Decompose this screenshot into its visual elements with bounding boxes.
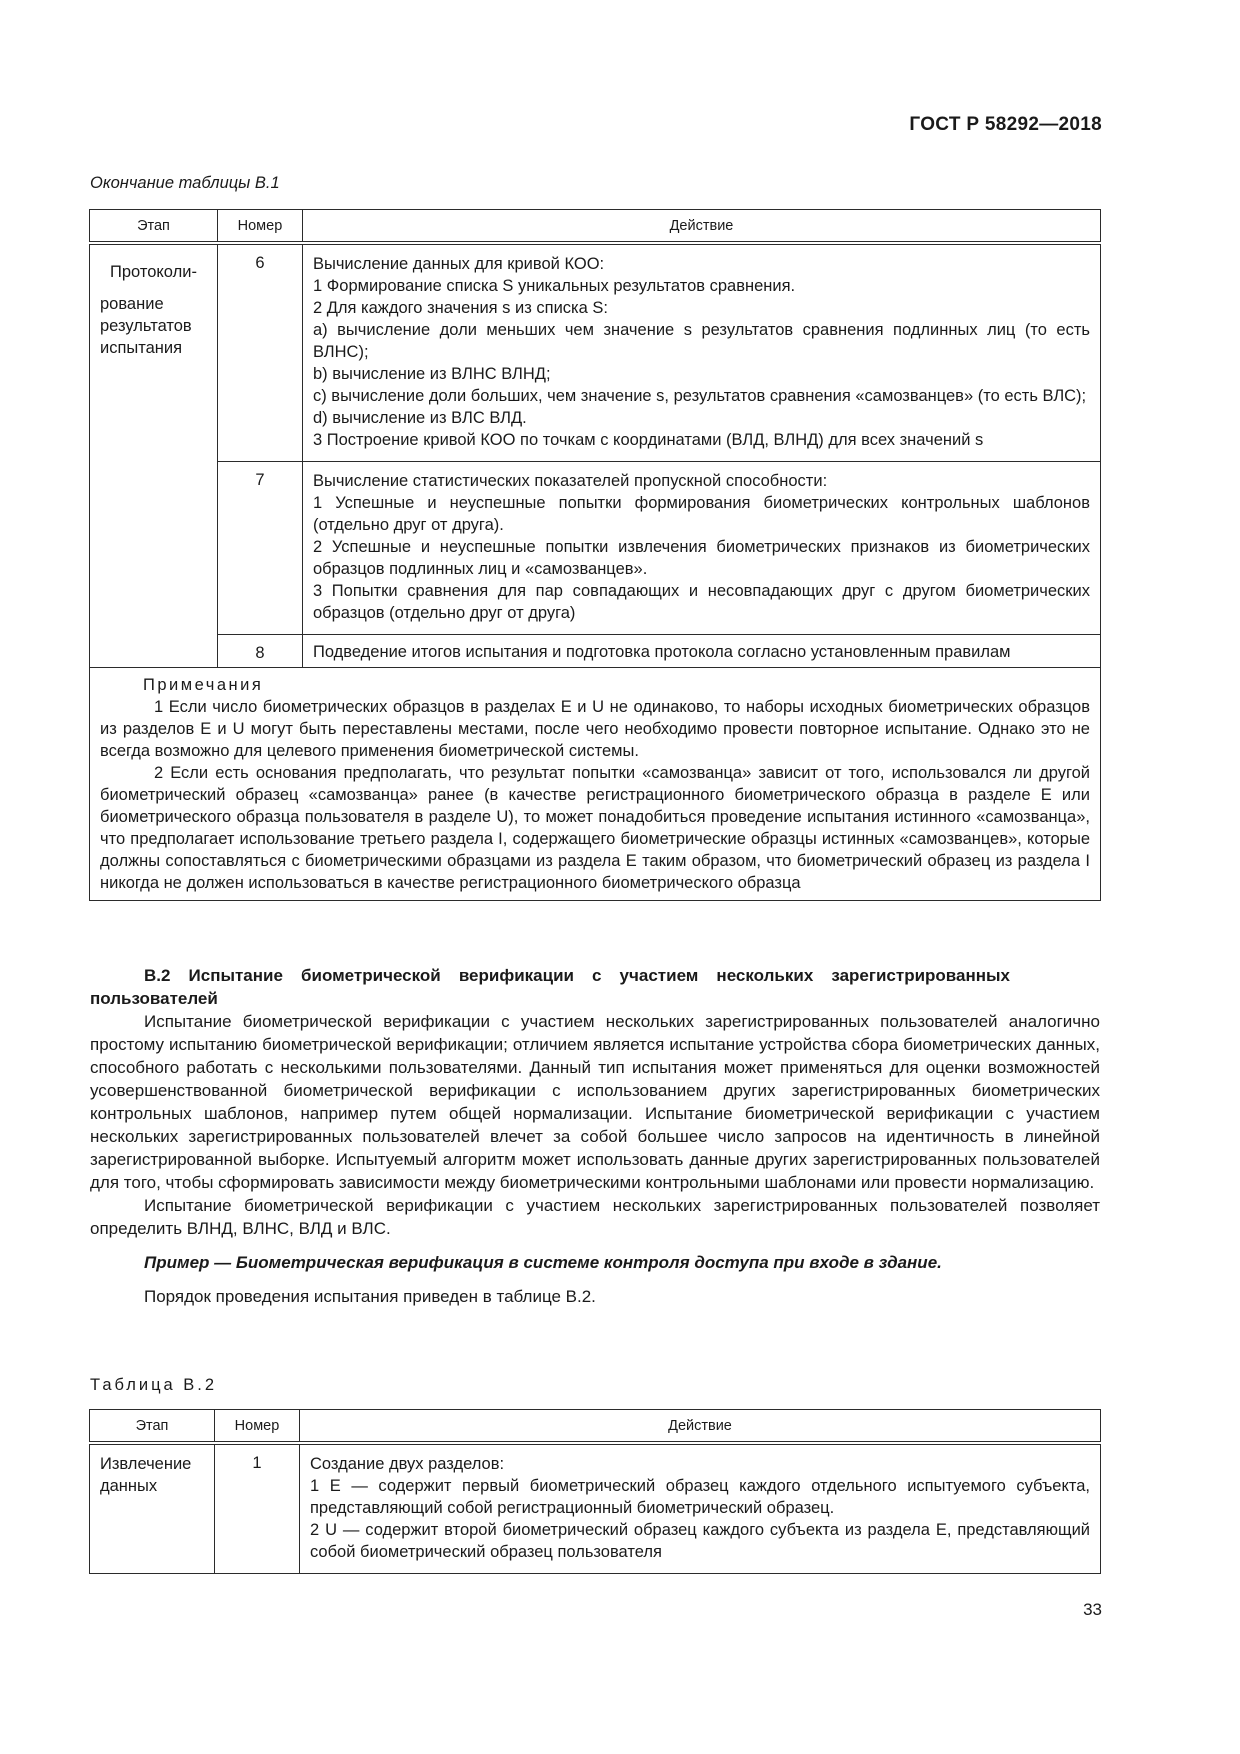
row-number: 1 bbox=[215, 1443, 300, 1574]
table-row bbox=[90, 635, 1101, 668]
document-id: ГОСТ Р 58292—2018 bbox=[909, 114, 1102, 135]
action-line: 2 Для каждого значения s из списка S: bbox=[312, 299, 608, 317]
table-b1 bbox=[89, 209, 1101, 901]
stage-line: рование bbox=[100, 295, 164, 313]
column-header-stage: Этап bbox=[90, 1410, 215, 1444]
note-item: 2 Если есть основания предполагать, что результат попытки «самозванца» зависит от того, использовался ли другой биометрический образец «самозванца» ранее (в качестве регистрационного биометрического образца в разделе Е или биометрического образца пользователя в разделе U), то может понадобиться проведение испытания истинного «самозванца», что предполагает использование третьего раздела I, содержащего биометрические образцы истинных «самозванцев», которые должны сопоставляться с биометрическими образцами из раздела Е таким образом, что биометрический образец из раздела I никогда не должен использоваться в качестве регистрационного биометрического образца bbox=[100, 764, 1090, 892]
table-b2 bbox=[89, 1409, 1101, 1574]
stage-cell bbox=[90, 243, 218, 668]
action-line: Вычисление статистических показателей пропускной способности: bbox=[312, 472, 828, 490]
page-number: 33 bbox=[1083, 1600, 1102, 1619]
row-number: 6 bbox=[217, 243, 302, 462]
action-line: c) вычисление доли больших, чем значение s, результатов сравнения «самозванцев» (то есть ВЛС); bbox=[312, 387, 1087, 405]
stage-line: испытания bbox=[100, 339, 183, 357]
action-line: d) вычисление из ВЛС ВЛД. bbox=[312, 409, 527, 427]
column-header-action: Действие bbox=[302, 210, 1100, 244]
section-paragraph: Испытание биометрической верификации с участием нескольких зарегистрированных пользователей аналогично простому испытанию биометрической верификации; отличием является испытание устройства сбора биометрических данных, способного работать с несколькими пользователями. Данный тип испытания может применяться для оценки возможностей усовершенствованной биометрической верификации с использованием других зарегистрированных биометрических контрольных шаблонов, например путем общей нормализации. Испытание биометрической верификации с участием нескольких зарегистрированных пользователей влечет за собой большее число запросов на идентичность в линейной зарегистрированной выборке. Испытуемый алгоритм может использовать данные других зарегистрированных пользователей для того, чтобы сформировать зависимости между биометрическими контрольными шаблонами или провести нормализацию. bbox=[90, 1012, 1100, 1192]
action-line: 3 Построение кривой КОО по точкам с координатами (ВЛД, ВЛНД) для всех значений s bbox=[312, 431, 984, 449]
table1-caption: Окончание таблицы В.1 bbox=[90, 174, 280, 192]
table-header-row bbox=[90, 1410, 1101, 1444]
table-row bbox=[90, 1443, 1101, 1574]
stage-line: данных bbox=[100, 1477, 158, 1495]
action-line: Создание двух разделов: bbox=[310, 1455, 505, 1473]
action-cell bbox=[302, 635, 1100, 668]
action-line: b) вычисление из ВЛНС ВЛНД; bbox=[312, 365, 551, 383]
column-header-action: Действие bbox=[300, 1410, 1101, 1444]
action-line: 2 U — содержит второй биометрический образец каждого субъекта из раздела Е, представляющий собой биометрический образец пользователя bbox=[310, 1521, 1090, 1561]
action-line: 1 Е — содержит первый биометрический образец каждого отдельного испытуемого субъекта, представляющий собой регистрационный биометрический образец. bbox=[310, 1477, 1090, 1517]
stage-cell bbox=[90, 1443, 215, 1574]
note-item: 1 Если число биометрических образцов в разделах Е и U не одинаково, то наборы исходных биометрических образцов из разделов Е и U могут быть переставлены местами, после чего необходимо провести повторное испытание. Однако это не всегда возможно для целевого применения биометрической системы. bbox=[100, 698, 1090, 760]
column-header-stage: Этап bbox=[90, 210, 218, 244]
action-line: Подведение итогов испытания и подготовка протокола согласно установленным правилам bbox=[312, 643, 1011, 661]
action-line: 1 Успешные и неуспешные попытки формирования биометрических контрольных шаблонов (отдельно друг от друга). bbox=[312, 494, 1090, 534]
notes-cell bbox=[90, 668, 1101, 901]
action-line: 1 Формирование списка S уникальных результатов сравнения. bbox=[312, 277, 796, 295]
row-number: 7 bbox=[217, 462, 302, 635]
section-title: В.2 Испытание биометрической верификации с участием нескольких зарегистрированных пользователей bbox=[90, 966, 1010, 1008]
table-notes-row bbox=[90, 668, 1101, 901]
table-reference-text: Порядок проведения испытания приведен в таблице В.2. bbox=[144, 1287, 596, 1306]
stage-line: Протоколи- bbox=[110, 263, 197, 281]
example-text: Пример — Биометрическая верификация в системе контроля доступа при входе в здание. bbox=[144, 1253, 942, 1272]
action-line: 3 Попытки сравнения для пар совпадающих и несовпадающих друг с другом биометрических образцов (отдельно друг от друга) bbox=[312, 582, 1090, 622]
action-cell bbox=[300, 1443, 1101, 1574]
table-row bbox=[90, 462, 1101, 635]
column-header-number: Номер bbox=[217, 210, 302, 244]
column-header-number: Номер bbox=[215, 1410, 300, 1444]
stage-line: Извлечение bbox=[100, 1455, 192, 1473]
table2-caption: Таблица В.2 bbox=[90, 1376, 218, 1394]
action-line: Вычисление данных для кривой КОО: bbox=[312, 255, 605, 273]
action-cell bbox=[302, 243, 1100, 462]
table-header-row bbox=[90, 210, 1101, 244]
section-paragraph: Испытание биометрической верификации с участием нескольких зарегистрированных пользователей позволяет определить ВЛНД, ВЛНС, ВЛД и ВЛС. bbox=[90, 1196, 1100, 1238]
section-b2 bbox=[90, 964, 1100, 1308]
row-number: 8 bbox=[217, 635, 302, 668]
stage-line: результатов bbox=[100, 317, 192, 335]
table-row bbox=[90, 243, 1101, 462]
action-line: a) вычисление доли меньших чем значение s результатов сравнения подлинных лиц (то есть ВЛНС); bbox=[312, 321, 1090, 361]
action-line: 2 Успешные и неуспешные попытки извлечения биометрических признаков из биометрических образцов подлинных лиц и «самозванцев». bbox=[312, 538, 1090, 578]
notes-heading: Примечания bbox=[143, 676, 264, 694]
action-cell bbox=[302, 462, 1100, 635]
